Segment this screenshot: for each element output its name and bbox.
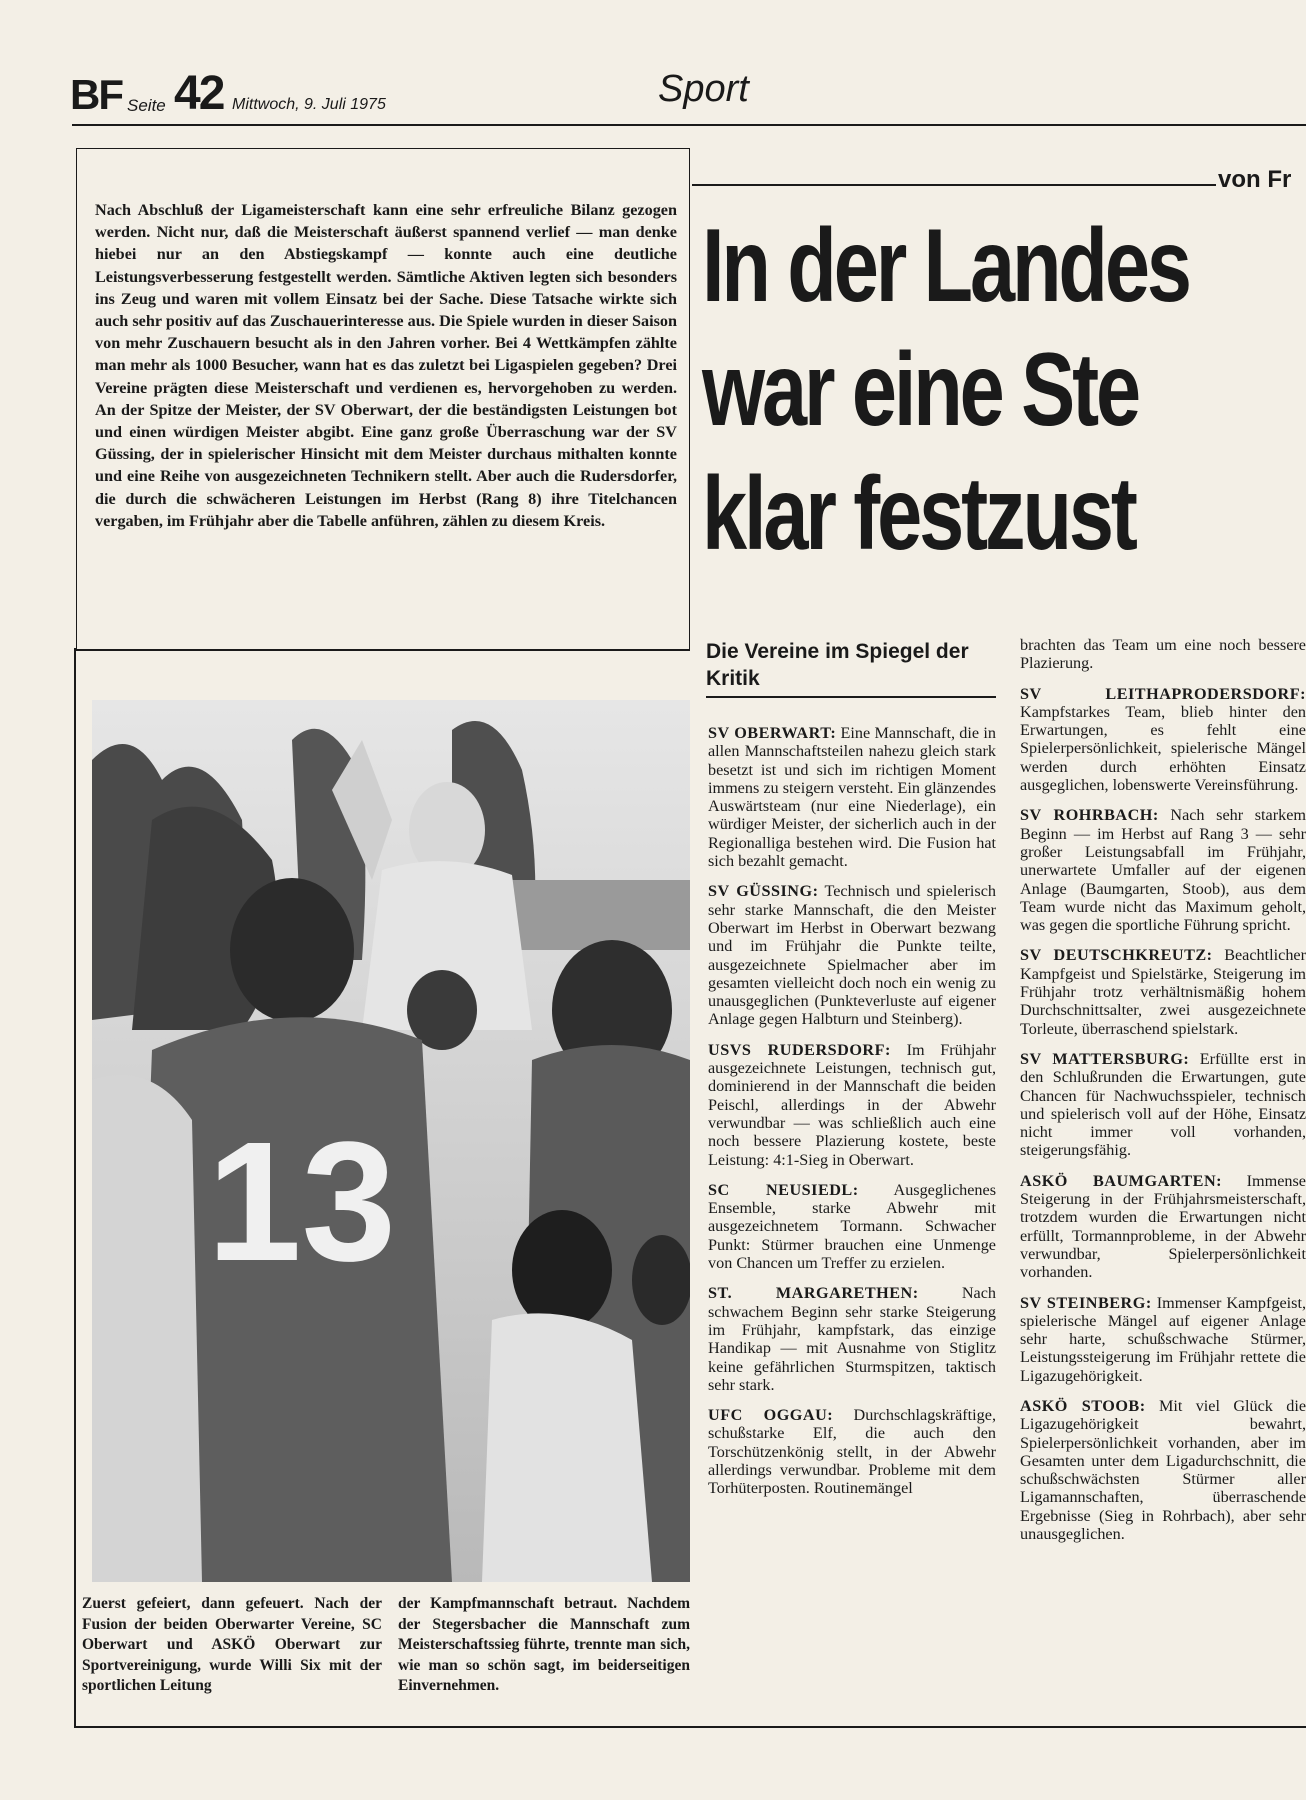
club-review [1020,1172,1306,1282]
club-name: SV GÜSSING: [708,882,819,901]
newspaper-logo: BF [70,71,122,118]
club-review [1020,1050,1306,1160]
club-text: Nach sehr starkem Beginn — im Herbst auf Rang 3 — sehr großer Leistungsabfall im Frühjahr, unerwartete Umfaller auf der eigenen Anlage (Baumgarten, Stoob), aus dem Team wurde nicht das Maximum geholt, was gegen die sportliche Führung spricht. [1020,806,1306,935]
page-number: 42 [174,67,224,120]
club-name: SV MATTERSBURG: [1020,1049,1190,1068]
club-text: Immenser Kampfgeist, spielerische Mängel auf eigener Anlage sehr harte, schußschwache Stürmer, Leistungssteigerung im Frühjahr rettete die Ligazugehörigkeit. [1020,1293,1306,1385]
headline-line-2: war eine Ste [702,332,1138,448]
headline [702,204,1189,576]
club-review [1020,685,1306,795]
club-review [1020,1397,1306,1543]
club-name: SV DEUTSCHKREUTZ: [1020,946,1213,965]
club-text: Im Frühjahr ausgezeichnete Leistungen, technisch gut, dominierend in der Mannschaft die beiden Peischl, allerdings in der Abwehr verwundbar — was schließlich auch eine noch bessere Plazierung kostete, beste Leistung: 4:1-Sieg in Oberwart. [708,1040,996,1169]
frame-top-left [76,650,690,651]
club-name: SC NEUSIEDL: [708,1180,859,1199]
headline-line-3: klar festzust [702,456,1135,572]
club-review [708,1041,996,1169]
club-text: Mit viel Glück die Ligazugehörigkeit bewahrt, Spielerpersönlichkeit vorhanden, aber im Gesamten unter dem Ligadurchschnitt, die schußschwächsten Stürmer aller Ligamannschaften, überraschende Ergebnisse (Sieg in Rohrbach), aber sehr unausgeglichen. [1020,1396,1306,1544]
club-review [708,882,996,1028]
issue-date: Mittwoch, 9. Juli 1975 [232,96,386,113]
club-text: Immense Steigerung in der Frühjahrsmeisterschaft, trotzdem wurden die Erwartungen nicht erfüllt, Tormannprobleme, in der Abwehr verwundbar, Spielerpersönlichkeit vorhanden. [1020,1171,1306,1282]
frame-left [74,648,76,1728]
subheading-rule [706,696,996,698]
frame-bottom [74,1726,1306,1728]
club-review [708,1284,996,1394]
byline-rule [692,184,1216,186]
club-name: UFC OGGAU: [708,1406,834,1425]
club-review [1020,1294,1306,1385]
club-text: Beachtlicher Kampfgeist und Spielstärke, Steigerung im Frühjahr trotz verhältnismäßig hohem Durchschnittsalter, zwei ausgezeichnete Torleute, überraschend spielstark. [1020,946,1306,1038]
header-rule [72,124,1306,126]
club-text: Kampfstarkes Team, blieb hinter den Erwartungen, es fehlt eine Spielerpersönlichkeit, spielerische Mängel werden durch erhöhten Einsatz ausgeglichen, lobenswerte Vereinsführung. [1020,702,1306,795]
club-review [708,724,996,870]
club-name: ASKÖ STOOB: [1020,1396,1146,1415]
club-name: SV ROHRBACH: [1020,806,1159,825]
headline-line-1: In der Landes [702,208,1189,324]
club-text: Ausgeglichenes Ensemble, starke Abwehr mit ausgezeichnetem Tormann. Schwacher Punkt: Stürmer brauchen eine Unmenge von Chancen um Treffer zu erzielen. [708,1180,996,1273]
club-review [708,1181,996,1272]
club-reviews-middle [708,724,996,1510]
photo-caption-part-1: Zuerst gefeiert, dann gefeuert. Nach der Fusion der beiden Oberwarter Vereine, SC Oberwart und ASKÖ Oberwart zur Sportvereinigung, wurde Willi Six mit der sportlichen Leitung [82,1595,382,1694]
team-photo [92,700,690,1582]
intro-paragraph: Nach Abschluß der Ligameisterschaft kann eine sehr erfreuliche Bilanz gezogen werden. Nicht nur, daß die Meisterschaft äußerst spannend verlief — man denke hiebei nur an den Abstiegskampf — konnte auch eine deutliche Leistungsverbesserung festgestellt werden. Sämtliche Aktiven legten sich besonders ins Zeug und waren mit vollem Einsatz bei der Sache. Diese Tatsache wirkte sich auch sehr positiv auf das Zuschauerinteresse aus. Die Spiele wurden in dieser Saison von mehr Zuschauern besucht als in den Jahren vorher. Bei 4 Wettkämpfen zählte man mehr als 1000 Besucher, wann hat es das zuletzt bei Ligaspielen gegeben? Drei Vereine prägten diese Meisterschaft und verdienen es, hervorgehoben zu werden. An der Spitze der Meister, der SV Oberwart, der die beständigsten Leistungen bot und einen würdigen Meister abgibt. Eine ganz große Überraschung war der SV Güssing, der in spielerischer Hinsicht mit dem Meister durchaus mithalten konnte und eine Reihe von ausgezeichneten Technikern stellt. Aber auch die Rudersdorfer, die durch die schwächeren Leistungen im Herbst (Rang 8) ihre Titelchancen vergaben, im Frühjahr aber die Tabelle anführen, zählen zu diesem Kreis. [95,201,677,530]
club-review [1020,806,1306,934]
team-photo-illustration [92,700,690,1582]
club-text: Durchschlagskräftige, schußstarke Elf, die auch den Torschützenkönig stellt, in der Abwehr allerdings verwundbar. Probleme mit dem Torhüterposten. Routinemängel [708,1406,996,1498]
club-reviews-right [1020,636,1306,1555]
jersey-number: 13 [207,1107,397,1297]
club-name: USVS RUDERSDORF: [708,1040,891,1059]
club-name: SV OBERWART: [708,724,837,742]
page-label: Seite [127,96,166,115]
club-text: Erfüllte erst in den Schlußrunden die Erwartungen, gute Chancen für Nachwuchsspieler, technisch und spielerisch voll auf der Höhe, Einsatz nicht immer voll vorhanden, steigerungsfähig. [1020,1049,1306,1160]
club-text: Eine Mannschaft, die in allen Mannschaftsteilen nahezu gleich stark besetzt ist und sich im richtigen Moment immens zu steigern versteht. Ein glänzendes Auswärtsteam (nur eine Niederlage), ein würdiger Meister, der sicherlich auch in der Regionalliga bestehen wird. Die Fusion hat sich bezahlt gemacht. [708,724,996,871]
club-name: ST. MARGARETHEN: [708,1284,919,1303]
byline: von Fr [1218,166,1292,193]
club-text: Technisch und spielerisch sehr starke Mannschaft, die den Meister Oberwart im Herbst in Oberwart bezwang und im Frühjahr die Punkte teilte, ausgezeichnete Spielmacher aber im gesamten vielleicht doch noch ein wenig zu unausgeglichen (Punkteverluste auf eigener Anlage gegen Halbturn und Steinberg). [708,882,996,1029]
club-name: SV LEITHAPRODERSDORF: [1020,684,1306,703]
club-review [1020,946,1306,1037]
club-name: SV STEINBERG: [1020,1293,1152,1312]
photo-caption-part-2: der Kampfmannschaft betraut. Nachdem der Stegersbacher die Mannschaft zum Meisterschaftssieg führte, trennte man sich, wie man so schön sagt, im beiderseitigen Einvernehmen. [398,1595,690,1694]
section-title: Sport [658,68,749,110]
club-review [708,1406,996,1497]
continued-text: brachten das Team um eine noch bessere Plazierung. [1020,636,1306,673]
club-name: ASKÖ BAUMGARTEN: [1020,1171,1223,1190]
club-text: Nach schwachem Beginn sehr starke Steigerung im Frühjahr, kampfstark, das einzige Handikap — mit Ausnahme von Stiglitz keine gefährlichen Sturmspitzen, taktisch sehr stark. [708,1284,996,1394]
subheading: Die Vereine im Spiegel der Kritik [706,640,969,690]
